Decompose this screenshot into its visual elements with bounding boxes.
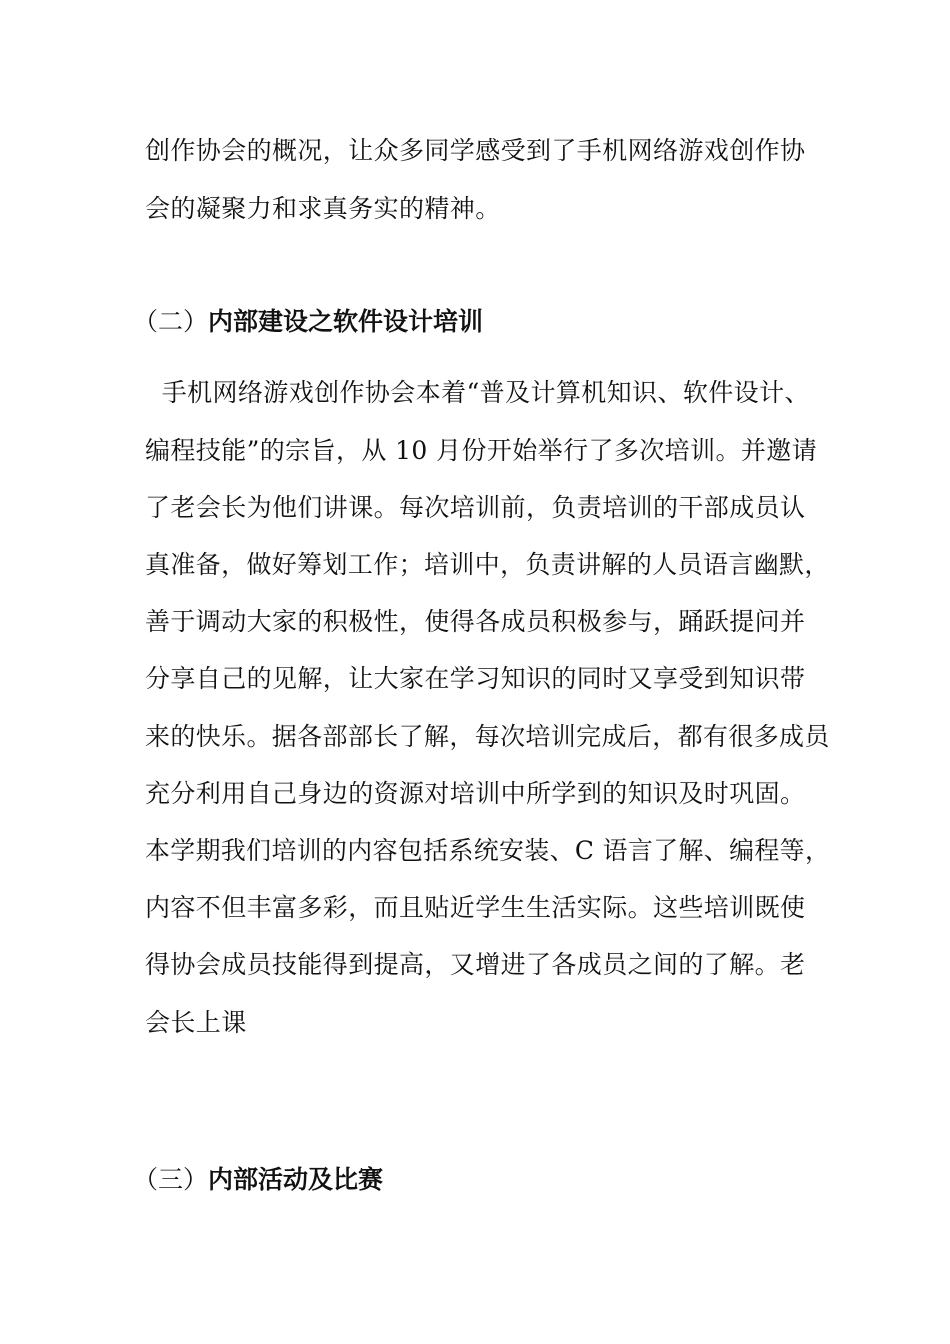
intro-line-1: 创作协会的概况，让众多同学感受到了手机网络游戏创作协	[145, 136, 806, 165]
paragraph-line: 分享自己的见解，让大家在学习知识的同时又享受到知识带	[145, 664, 806, 693]
paragraph-line: 手机网络游戏创作协会本着“普及计算机知识、软件设计、	[145, 378, 810, 407]
section-number-2: （二）	[133, 307, 209, 336]
paragraph-line: 本学期我们培训的内容包括系统安装、C 语言了解、编程等，	[145, 836, 831, 865]
paragraph-line: 会长上课	[145, 1008, 247, 1037]
section-title-3: 内部活动及比赛	[208, 1165, 384, 1194]
paragraph-line: 真准备，做好筹划工作；培训中，负责讲解的人员语言幽默，	[145, 550, 830, 579]
paragraph-line: 善于调动大家的积极性，使得各成员积极参与，踊跃提问并	[145, 607, 806, 636]
paragraph-line: 内容不但丰富多彩，而且贴近学生生活实际。这些培训既使	[145, 893, 806, 922]
section-title-2: 内部建设之软件设计培训	[208, 307, 484, 336]
intro-line-2: 会的凝聚力和求真务实的精神。	[145, 194, 501, 223]
section-heading-2	[133, 305, 483, 339]
paragraph-line: 编程技能”的宗旨，从 10 月份开始举行了多次培训。并邀请	[145, 436, 818, 465]
paragraph-line: 来的快乐。据各部部长了解，每次培训完成后，都有很多成员	[145, 722, 830, 751]
section-number-3: （三）	[133, 1165, 209, 1194]
section-heading-3	[133, 1163, 383, 1197]
paragraph-line: 得协会成员技能得到提高，又增进了各成员之间的了解。老	[145, 950, 806, 979]
paragraph-line: 充分利用自己身边的资源对培训中所学到的知识及时巩固。	[145, 779, 806, 808]
paragraph-line: 了老会长为他们讲课。每次培训前，负责培训的干部成员认	[145, 493, 806, 522]
